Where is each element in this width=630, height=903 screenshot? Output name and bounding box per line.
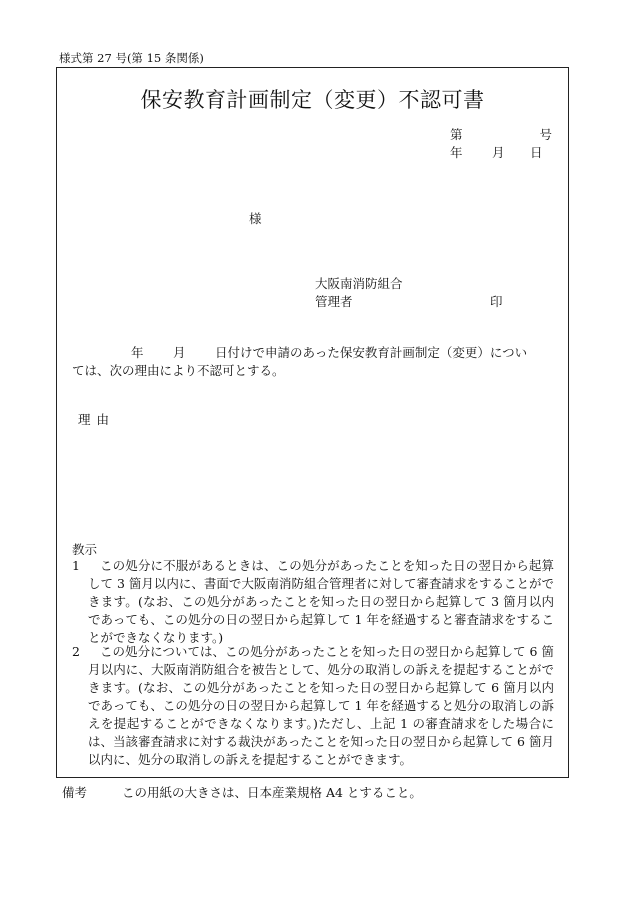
body-line-2: ては、次の理由により不認可とする。: [72, 363, 285, 378]
date-month-label: 月: [492, 145, 505, 160]
remark-label: 備考: [62, 785, 88, 800]
notice-item-number: 1: [72, 558, 80, 573]
notice-item-text: この処分については、この処分があったことを知った日の翌日から起算して 6 箇月以内に、大阪南消防組合を被告として、処分の取消しの訴えを提起することができます。(なお、この処分があったことを知った日の翌日から起算して 6 箇月以内であっても、この処分の日の翌日から起算して 1 年を経過すると処分の取消しの訴えを提起することができなくなります。)ただし、上記 1 の審査請求をした場合には、当該審査請求に対する裁決があったことを知った日の翌日から起算して 6 箇月以内に、処分の取消しの訴えを提起することができます。: [88, 644, 554, 767]
remark: [62, 783, 422, 801]
notice-item-text: この処分に不服があるときは、この処分があったことを知った日の翌日から起算して 3 箇月以内に、書面で大阪南消防組合管理者に対して審査請求をすることができます。(なお、この処分があったことを知った日の翌日から起算して 3 箇月以内であっても、この処分の日の翌日から起算して 1 年を経過すると審査請求をすることができなくなります。): [88, 558, 554, 645]
date-row: [450, 143, 543, 161]
issuer-organization: 大阪南消防組合: [315, 276, 403, 291]
document-title: 保安教育計画制定（変更）不認可書: [140, 88, 485, 112]
document-number-row: [450, 125, 552, 143]
remark-text: この用紙の大きさは、日本産業規格 A4 とすること。: [122, 785, 422, 800]
body-line1-text: 日付けで申請のあった保安教育計画制定（変更）につい: [215, 345, 528, 360]
body-line-1: [72, 343, 527, 361]
body-month-label: 月: [173, 345, 186, 360]
notice-item: [72, 643, 554, 769]
notice-item: [72, 557, 554, 647]
notice-heading: 教示: [72, 542, 98, 557]
issuer-title: 管理者: [315, 294, 353, 309]
seal-mark: 印: [490, 294, 503, 309]
body-year-label: 年: [131, 345, 144, 360]
number-suffix: 号: [539, 127, 553, 142]
reason-label: 理由: [78, 412, 116, 427]
number-prefix: 第: [450, 127, 463, 142]
date-day-label: 日: [530, 145, 543, 160]
notice-item-number: 2: [72, 644, 80, 659]
form-number: 様式第 27 号(第 15 条関係): [59, 51, 204, 65]
addressee-suffix: 様: [249, 211, 262, 226]
date-year-label: 年: [450, 145, 463, 160]
